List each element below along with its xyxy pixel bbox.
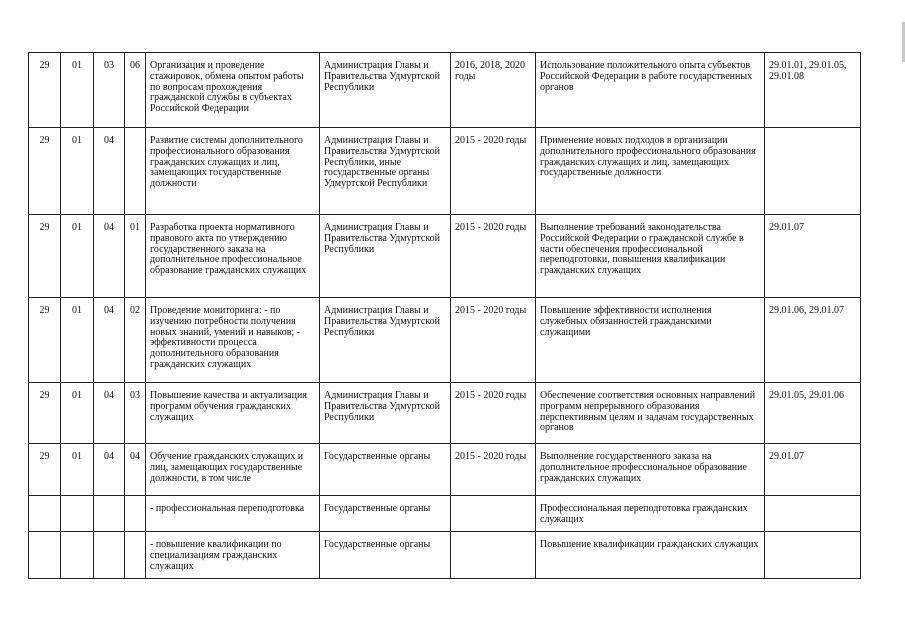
code-activity: 02 <box>125 298 146 383</box>
code-program: 29 <box>29 444 61 496</box>
indicator-links: 29.01.05, 29.01.06 <box>765 383 861 444</box>
executor: Государственные органы <box>320 444 451 496</box>
activity-name: - повышение квалификации по специализациям гражданских служащих <box>146 532 320 579</box>
code-subprogram <box>61 532 94 579</box>
code-main-activity: 04 <box>94 383 125 444</box>
code-main-activity: 04 <box>94 128 125 215</box>
code-subprogram: 01 <box>61 128 94 215</box>
code-program: 29 <box>29 215 61 298</box>
code-activity <box>125 532 146 579</box>
activity-name: Проведение мониторинга: - по изучению потребности получения новых знаний, умений и навыков; - эффективности процесса дополнительного образования гражданских служащих <box>146 298 320 383</box>
executor: Администрация Главы и Правительства Удмуртской Республики <box>320 53 451 128</box>
program-activities-table <box>28 52 861 579</box>
expected-result: Повышение эффективности исполнения служебных обязанностей гражданскими служащими <box>536 298 765 383</box>
table-row <box>29 298 861 383</box>
code-main-activity <box>94 496 125 532</box>
executor: Государственные органы <box>320 532 451 579</box>
term: 2015 - 2020 годы <box>451 444 536 496</box>
term <box>451 496 536 532</box>
indicator-links: 29.01.07 <box>765 215 861 298</box>
table-row <box>29 53 861 128</box>
code-main-activity: 04 <box>94 215 125 298</box>
code-main-activity: 03 <box>94 53 125 128</box>
expected-result: Применение новых подходов в организации дополнительного профессионального образования гражданских служащих и лиц, замещающих государственные должности <box>536 128 765 215</box>
code-program: 29 <box>29 53 61 128</box>
term: 2015 - 2020 годы <box>451 383 536 444</box>
term: 2015 - 2020 годы <box>451 215 536 298</box>
activity-name: Обучение гражданских служащих и лиц, замещающих государственные должности, в том числе <box>146 444 320 496</box>
term <box>451 532 536 579</box>
code-program: 29 <box>29 128 61 215</box>
code-subprogram: 01 <box>61 444 94 496</box>
code-subprogram: 01 <box>61 215 94 298</box>
expected-result: Выполнение государственного заказа на дополнительное профессиональное образование гражданских служащих <box>536 444 765 496</box>
code-subprogram: 01 <box>61 298 94 383</box>
expected-result: Выполнение требований законодательства Российской Федерации о гражданской службе в части обеспечения профессиональной переподготовки, повышения квалификации гражданских служащих <box>536 215 765 298</box>
table-row <box>29 383 861 444</box>
code-activity <box>125 128 146 215</box>
table-row <box>29 215 861 298</box>
activity-name: Развитие системы дополнительного профессионального образования гражданских служащих и лиц, замещающих государственные должности <box>146 128 320 215</box>
code-activity: 04 <box>125 444 146 496</box>
code-main-activity <box>94 532 125 579</box>
code-program: 29 <box>29 298 61 383</box>
executor: Государственные органы <box>320 496 451 532</box>
code-activity: 06 <box>125 53 146 128</box>
code-subprogram: 01 <box>61 53 94 128</box>
indicator-links <box>765 532 861 579</box>
code-program <box>29 532 61 579</box>
activity-name: Повышение качества и актуализация программ обучения гражданских служащих <box>146 383 320 444</box>
table-row <box>29 128 861 215</box>
code-activity <box>125 496 146 532</box>
code-program <box>29 496 61 532</box>
activity-name: Разработка проекта нормативного правового акта по утверждению государственного заказа на дополнительное профессиональное образование гражданских служащих <box>146 215 320 298</box>
code-subprogram <box>61 496 94 532</box>
table-row <box>29 532 861 579</box>
term: 2016, 2018, 2020 годы <box>451 53 536 128</box>
expected-result: Обеспечение соответствия основных направлений программ непрерывного образования перспективным целям и задачам государственных органов <box>536 383 765 444</box>
executor: Администрация Главы и Правительства Удмуртской Республики <box>320 298 451 383</box>
executor: Администрация Главы и Правительства Удмуртской Республики, иные государственные органы Удмуртской Республики <box>320 128 451 215</box>
code-activity: 03 <box>125 383 146 444</box>
table-row <box>29 496 861 532</box>
code-subprogram: 01 <box>61 383 94 444</box>
indicator-links <box>765 496 861 532</box>
expected-result: Профессиональная переподготовка гражданских служащих <box>536 496 765 532</box>
indicator-links: 29.01.01, 29.01.05, 29.01.08 <box>765 53 861 128</box>
table-row <box>29 444 861 496</box>
activity-name: - профессиональная переподготовка <box>146 496 320 532</box>
indicator-links: 29.01.07 <box>765 444 861 496</box>
code-program: 29 <box>29 383 61 444</box>
indicator-links <box>765 128 861 215</box>
activity-name: Организация и проведение стажировок, обмена опытом работы по вопросам прохождения гражданской службы в субъектах Российской Федерации <box>146 53 320 128</box>
code-main-activity: 04 <box>94 444 125 496</box>
expected-result: Повышение квалификации гражданских служащих <box>536 532 765 579</box>
code-main-activity: 04 <box>94 298 125 383</box>
expected-result: Использование положительного опыта субъектов Российской Федерации в работе государственных органов <box>536 53 765 128</box>
executor: Администрация Главы и Правительства Удмуртской Республики <box>320 383 451 444</box>
term: 2015 - 2020 годы <box>451 298 536 383</box>
indicator-links: 29.01.06, 29.01.07 <box>765 298 861 383</box>
executor: Администрация Главы и Правительства Удмуртской Республики <box>320 215 451 298</box>
term: 2015 - 2020 годы <box>451 128 536 215</box>
code-activity: 01 <box>125 215 146 298</box>
